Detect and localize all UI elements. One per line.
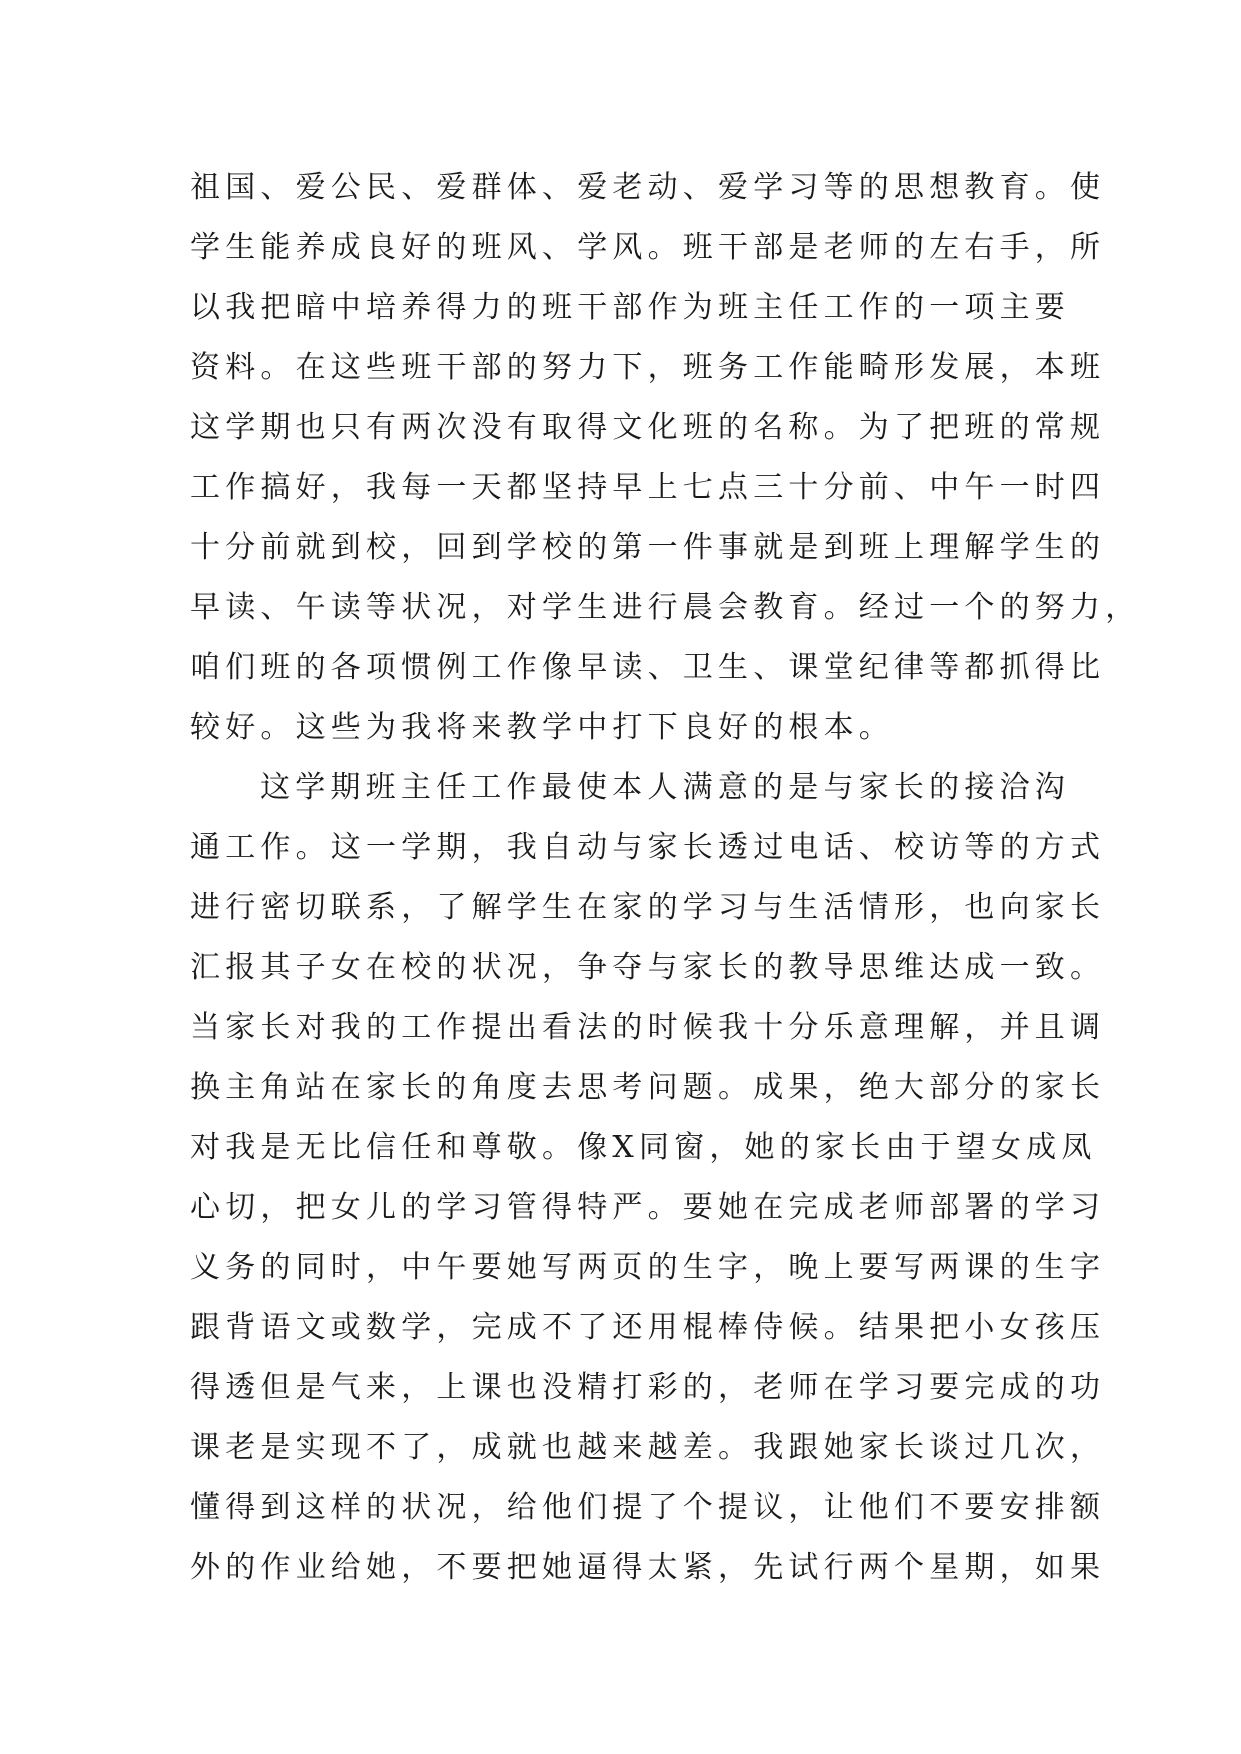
text-line: 通工作。这一学期，我自动与家长透过电话、校访等的方式 [190, 830, 1106, 865]
text-line: 十分前就到校，回到学校的第一件事就是到班上理解学生的 [190, 530, 1106, 565]
text-line: 跟背语文或数学，完成不了还用棍棒侍候。结果把小女孩压 [190, 1310, 1106, 1345]
text-line: 课老是实现不了，成就也越来越差。我跟她家长谈过几次， [190, 1430, 1106, 1465]
text-line: 对我是无比信任和尊敬。像X同窗，她的家长由于望女成凤 [190, 1130, 1097, 1165]
paragraph-first-line: 这学期班主任工作最使本人满意的是与家长的接洽沟 [260, 770, 1070, 805]
text-line: 学生能养成良好的班风、学风。班干部是老师的左右手，所 [190, 230, 1106, 265]
text-line: 当家长对我的工作提出看法的时候我十分乐意理解，并且调 [190, 1010, 1106, 1045]
text-line: 以我把暗中培养得力的班干部作为班主任工作的一项主要 [190, 290, 1070, 325]
text-line: 换主角站在家长的角度去思考问题。成果，绝大部分的家长 [190, 1070, 1106, 1105]
text-line: 祖国、爱公民、爱群体、爱老动、爱学习等的思想教育。使 [190, 170, 1106, 205]
text-line: 资料。在这些班干部的努力下，班务工作能畸形发展，本班 [190, 350, 1106, 385]
text-line: 汇报其子女在校的状况，争夺与家长的教导思维达成一致。 [190, 950, 1106, 985]
text-line: 懂得到这样的状况，给他们提了个提议，让他们不要安排额 [190, 1490, 1106, 1525]
text-line: 早读、午读等状况，对学生进行晨会教育。经过一个的努力， [190, 590, 1141, 625]
text-line: 外的作业给她，不要把她逼得太紧，先试行两个星期，如果 [190, 1550, 1106, 1585]
text-line: 较好。这些为我将来教学中打下良好的根本。 [190, 710, 894, 745]
body-text [190, 158, 1141, 1598]
text-line: 工作搞好，我每一天都坚持早上七点三十分前、中午一时四 [190, 470, 1106, 505]
text-line: 咱们班的各项惯例工作像早读、卫生、课堂纪律等都抓得比 [190, 650, 1106, 685]
text-line: 这学期也只有两次没有取得文化班的名称。为了把班的常规 [190, 410, 1106, 445]
text-line: 进行密切联系，了解学生在家的学习与生活情形，也向家长 [190, 890, 1106, 925]
text-line: 得透但是气来，上课也没精打彩的，老师在学习要完成的功 [190, 1370, 1106, 1405]
text-line: 义务的同时，中午要她写两页的生字，晚上要写两课的生字 [190, 1250, 1106, 1285]
text-line: 心切，把女儿的学习管得特严。要她在完成老师部署的学习 [190, 1190, 1106, 1225]
